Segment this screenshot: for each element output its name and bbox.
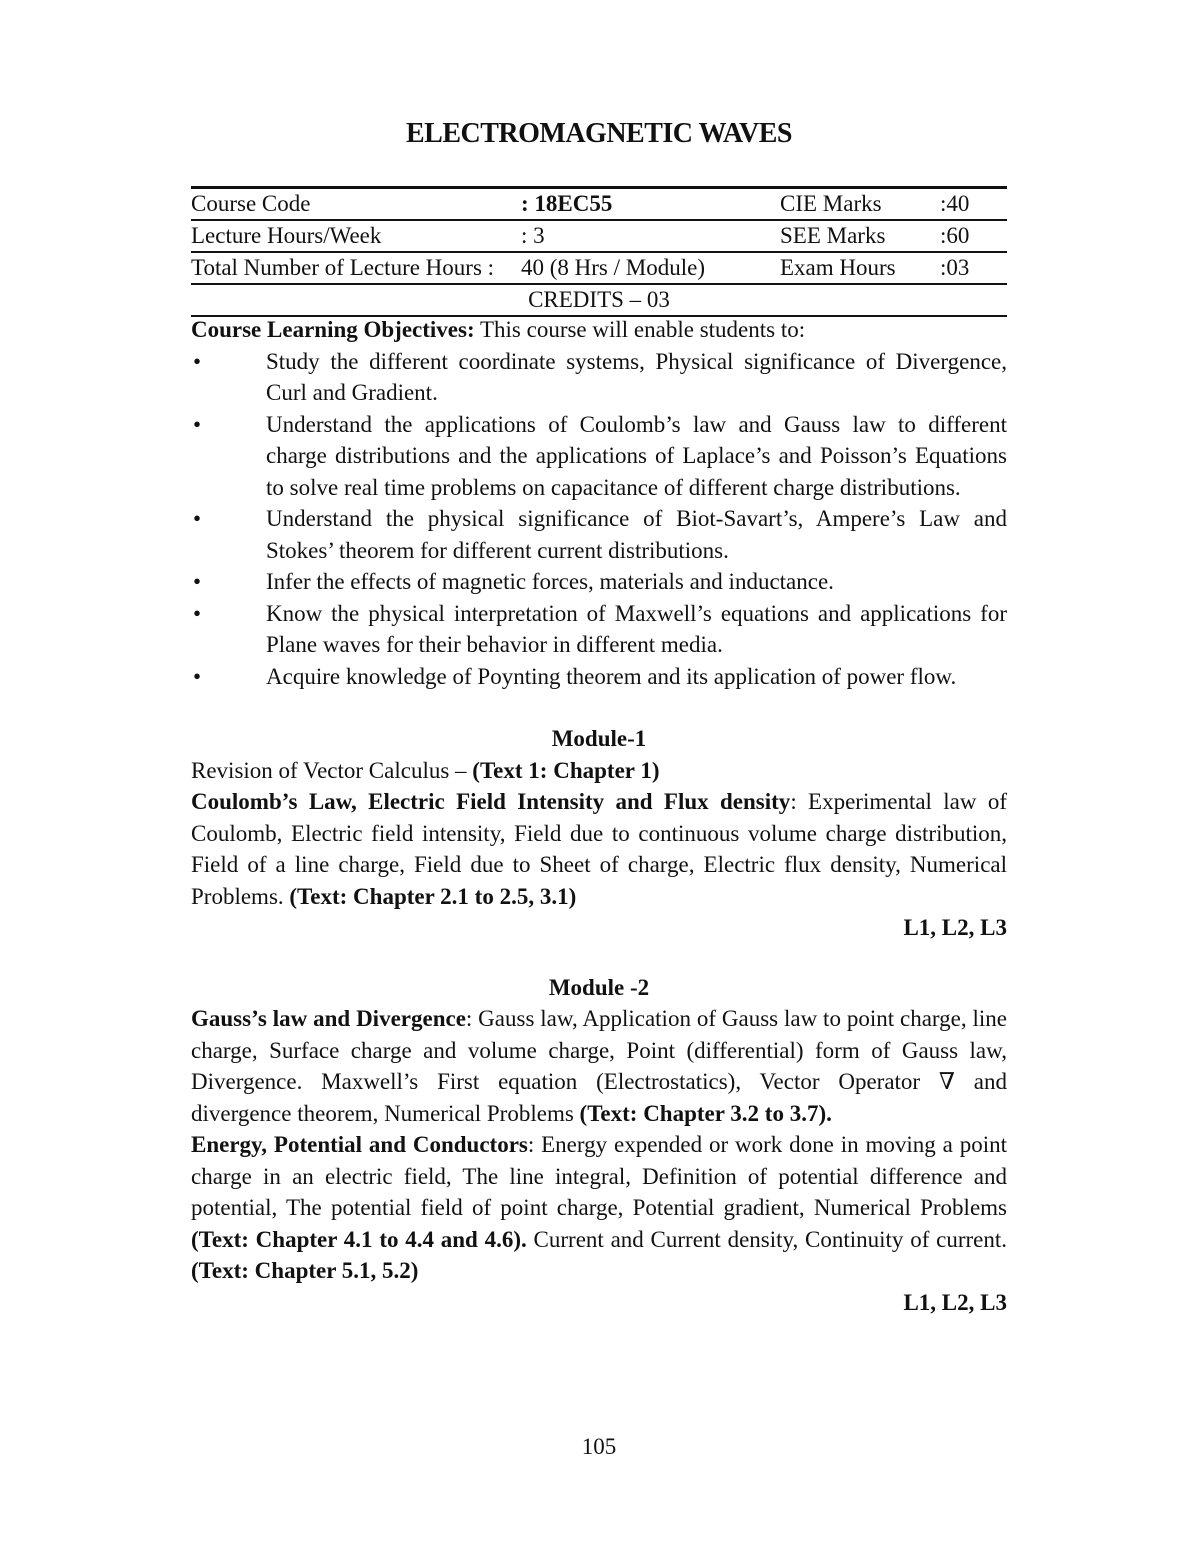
lecture-hours-label: Lecture Hours/Week bbox=[191, 220, 521, 252]
course-code-value: : 18EC55 bbox=[521, 188, 780, 221]
module-1-ref: (Text: Chapter 2.1 to 2.5, 3.1) bbox=[289, 883, 577, 909]
module-2-content-1 bbox=[191, 1003, 1007, 1129]
list-item bbox=[191, 503, 1007, 566]
module-2-heading: Module -2 bbox=[548, 974, 650, 1000]
see-marks-value: :60 bbox=[940, 220, 1007, 252]
revision-text: Revision of Vector Calculus – bbox=[191, 757, 473, 783]
module-2-ref-2b: (Text: Chapter 5.1, 5.2) bbox=[191, 1258, 419, 1283]
list-item bbox=[191, 346, 1007, 409]
objective-text: Acquire knowledge of Poynting theorem and its application of power flow. bbox=[266, 663, 957, 689]
module-1-content bbox=[191, 786, 1007, 912]
bullet: • bbox=[193, 411, 202, 437]
cie-marks-label: CIE Marks bbox=[780, 188, 940, 221]
list-item bbox=[191, 566, 1007, 598]
cie-marks-value: :40 bbox=[940, 188, 1007, 221]
module-2-text-2b: Current and Current density, Continuity of current. bbox=[526, 1226, 1008, 1252]
see-marks-label: SEE Marks bbox=[780, 220, 940, 252]
table-row bbox=[191, 220, 1007, 252]
module-1-text: : Experimental law of Coulomb, Electric field intensity, Field due to continuous volume charge distribution, Field of a line charge, Field due to Sheet of charge, Electric flux density, Numerical Problems. bbox=[191, 789, 1008, 909]
module-1-revision bbox=[191, 755, 1007, 787]
bullet: • bbox=[193, 569, 202, 594]
module-2-content-2 bbox=[191, 1129, 1007, 1287]
objective-text: Infer the effects of magnetic forces, materials and inductance. bbox=[266, 569, 834, 594]
list-item bbox=[191, 409, 1007, 504]
revision-ref: (Text 1: Chapter 1) bbox=[472, 757, 660, 783]
table-row bbox=[191, 188, 1007, 221]
table-row bbox=[191, 284, 1007, 316]
credits: CREDITS – 03 bbox=[191, 284, 1007, 316]
page-number: 105 bbox=[581, 1434, 617, 1459]
page-title: ELECTROMAGNETIC WAVES bbox=[405, 118, 792, 149]
exam-hours-value: :03 bbox=[940, 252, 1007, 284]
bullet: • bbox=[193, 348, 202, 374]
module-2-topic-2: Energy, Potential and Conductors bbox=[191, 1132, 528, 1157]
module-1-topic: Coulomb’s Law, Electric Field Intensity and Flux density bbox=[191, 789, 791, 814]
module-1-heading: Module-1 bbox=[551, 726, 647, 751]
objectives-list bbox=[191, 346, 1007, 693]
lecture-hours-value: : 3 bbox=[521, 220, 780, 252]
objective-text: Know the physical interpretation of Maxwell’s equations and applications for Plane waves for their behavior in different media. bbox=[266, 600, 1007, 657]
objectives-heading: Course Learning Objectives: bbox=[191, 317, 475, 342]
objective-text: Study the different coordinate systems, Physical significance of Divergence, Curl and Gradient. bbox=[266, 348, 1007, 405]
objective-text: Understand the applications of Coulomb’s law and Gauss law to different charge distributions and the applications of Laplace’s and Poisson’s Equations to solve real time problems on capacitance of different charge distributions. bbox=[266, 411, 1007, 500]
module-2-ref-1: (Text: Chapter 3.2 to 3.7). bbox=[579, 1100, 832, 1126]
module-2-ref-2a: (Text: Chapter 4.1 to 4.4 and 4.6). bbox=[191, 1226, 527, 1252]
module-2-text-1: : Gauss law, Application of Gauss law to point charge, line charge, Surface charge and volume charge, Point (differential) form of Gauss law, Divergence. Maxwell’s First equation (Electrostatics), Vector Operator ∇ and divergence theorem, Numerical Problems bbox=[191, 1006, 1007, 1126]
objectives-intro bbox=[191, 314, 1007, 346]
total-hours-value: 40 (8 Hrs / Module) bbox=[521, 252, 780, 284]
course-info-table bbox=[191, 186, 1007, 317]
bullet: • bbox=[193, 663, 202, 689]
module-1-levels: L1, L2, L3 bbox=[903, 915, 1007, 940]
module-2-text-2a: : Energy expended or work done in moving a point charge in an electric field, The line integral, Definition of potential difference and potential, The potential field of point charge, Potential gradient, Numerical Problems bbox=[191, 1132, 1007, 1220]
list-item bbox=[191, 598, 1007, 661]
bullet: • bbox=[193, 506, 202, 531]
exam-hours-label: Exam Hours bbox=[780, 252, 940, 284]
objectives-intro-text: This course will enable students to: bbox=[474, 317, 806, 342]
course-code-label: Course Code bbox=[191, 188, 521, 221]
table-row bbox=[191, 252, 1007, 284]
bullet: • bbox=[193, 600, 202, 626]
document-body bbox=[191, 314, 1007, 1318]
list-item bbox=[191, 661, 1007, 693]
module-2-levels: L1, L2, L3 bbox=[903, 1289, 1007, 1315]
total-hours-label: Total Number of Lecture Hours : bbox=[191, 252, 521, 284]
objective-text: Understand the physical significance of Biot-Savart’s, Ampere’s Law and Stokes’ theorem for different current distributions. bbox=[266, 506, 1007, 563]
module-2-topic-1: Gauss’s law and Divergence bbox=[191, 1006, 466, 1031]
